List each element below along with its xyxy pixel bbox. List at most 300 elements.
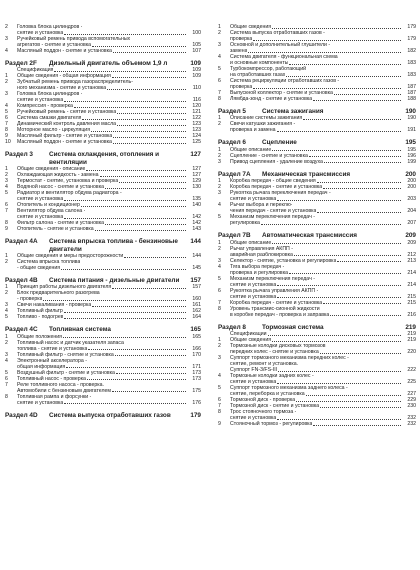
- section-heading: [218, 139, 416, 146]
- leader-dots: [277, 131, 401, 132]
- entry-number: 4: [5, 357, 8, 364]
- entry-text: Суппорт тормозного механизма передних колес -: [230, 355, 349, 362]
- leader-dots: [277, 383, 401, 384]
- entry-number: 2: [5, 24, 8, 30]
- section-title: Система питания - дизельные двигатели: [49, 277, 180, 285]
- entry-page: 175: [192, 387, 201, 394]
- entry-page: 142: [192, 214, 201, 221]
- section-number: Раздел 4A: [5, 238, 38, 246]
- entry-page: 215: [407, 293, 416, 300]
- entry-page: 230: [407, 403, 416, 410]
- entry-text: - проверка: [17, 296, 43, 303]
- entry-number: 7: [218, 403, 221, 410]
- section-heading: [218, 171, 416, 178]
- section-heading: [5, 60, 201, 67]
- entry-number: 10: [5, 139, 11, 146]
- section-page: 127: [190, 151, 201, 159]
- entry-number: 1: [5, 333, 8, 340]
- entry-page: 220: [407, 349, 416, 356]
- entry-number: 9: [5, 226, 8, 233]
- toc-entry: [218, 127, 416, 133]
- entry-text: Головка блока цилиндров -: [17, 91, 83, 98]
- entry-page: 105: [192, 42, 201, 48]
- entry-page: 214: [407, 281, 416, 288]
- entry-text: Свечи накаливания - проверка: [17, 302, 92, 309]
- leader-dots: [289, 273, 401, 274]
- leader-dots: [64, 312, 186, 313]
- entry-number: 2: [218, 245, 221, 252]
- entry-page: 170: [192, 351, 201, 358]
- entry-text: Топливный насос - проверка: [17, 375, 86, 382]
- entry-text: Общие сведения: [230, 337, 272, 344]
- entry-text: на отработавших газах: [230, 72, 286, 78]
- entry-page: 227: [407, 391, 416, 398]
- entry-text: Радиатор и вентилятор обдува радиатора -: [17, 190, 122, 197]
- toc-left-column: [5, 24, 201, 419]
- leader-dots: [286, 76, 401, 77]
- leader-dots: [330, 315, 401, 316]
- entry-text: Рычаг выбора и переклю-: [230, 202, 293, 209]
- entry-page: 222: [407, 367, 416, 374]
- entry-text: Лямбда-зонд - снятие и установка: [230, 96, 313, 102]
- entry-text: Топливный фильтр - снятие и установка: [17, 351, 114, 358]
- entry-page: 225: [407, 379, 416, 386]
- entry-text: проверка: [230, 36, 253, 42]
- entry-text: регулировка: [230, 220, 260, 227]
- leader-dots: [64, 318, 186, 319]
- entry-page: 219: [407, 337, 416, 344]
- leader-dots: [261, 224, 401, 225]
- entry-text: Сцепление - снятие и установка: [230, 152, 308, 159]
- entry-page: 165: [192, 333, 201, 340]
- entry-page: 188: [407, 96, 416, 102]
- entry-text: проверка и регулировка: [230, 269, 288, 276]
- leader-dots: [113, 143, 186, 144]
- leader-dots: [64, 34, 186, 35]
- leader-dots: [95, 230, 186, 231]
- leader-dots: [117, 113, 186, 114]
- section-title: Система зажигания: [262, 108, 324, 115]
- entry-text: проверка: [230, 84, 253, 90]
- entry-text: Турбокомпрессор, работающий: [230, 66, 307, 72]
- entry-number: 2: [218, 121, 221, 128]
- entry-number: 8: [5, 220, 8, 227]
- entry-number: 8: [5, 393, 8, 400]
- leader-dots: [320, 407, 401, 408]
- entry-page: 164: [192, 314, 201, 321]
- entry-text: Спецификация: [17, 67, 54, 74]
- toc-entry: [5, 48, 201, 54]
- entry-number: 4: [5, 103, 8, 110]
- entry-page: 107: [192, 48, 201, 54]
- entry-number: 2: [5, 172, 8, 179]
- entry-page: 125: [192, 139, 201, 146]
- toc-entry: [218, 312, 416, 318]
- entry-text: топлива - снятие и установка: [17, 345, 88, 352]
- leader-dots: [63, 337, 186, 338]
- entry-text: проверка и замена: [230, 127, 276, 134]
- entry-number: 5: [218, 66, 221, 72]
- entry-page: 123: [192, 121, 201, 128]
- leader-dots: [272, 28, 401, 29]
- section-number: Раздел 6: [218, 139, 246, 147]
- entry-text: Принцип работы дизельного двигателя: [17, 284, 112, 291]
- entry-page: 203: [407, 196, 416, 203]
- entry-text: снятие и установка: [230, 196, 277, 203]
- entry-text: снятие и установка: [17, 97, 64, 104]
- entry-page: 187: [407, 90, 416, 96]
- section-page: 165: [190, 326, 201, 334]
- section-title: Механическая трансмиссия: [262, 170, 351, 178]
- entry-number: 8: [218, 409, 221, 416]
- entry-number: 3: [5, 36, 8, 42]
- entry-page: 179: [407, 36, 416, 42]
- leader-dots: [296, 401, 401, 402]
- entry-text: Охлаждающая жидкость - замена: [17, 172, 99, 179]
- entry-number: 5: [5, 109, 8, 116]
- entry-text: Отопитель - снятие и установка: [17, 226, 94, 233]
- entry-page: 232: [407, 421, 416, 428]
- leader-dots: [64, 200, 186, 201]
- leader-dots: [324, 162, 401, 163]
- entry-number: 4: [5, 184, 8, 191]
- leader-dots: [92, 46, 186, 47]
- entry-number: 2: [218, 152, 221, 159]
- leader-dots: [113, 137, 186, 138]
- entry-text: Вентилятор обдува салона -: [17, 208, 86, 215]
- leader-dots: [289, 64, 401, 65]
- entry-text: - общие сведения: [17, 265, 61, 272]
- entry-text: Головка блока цилиндров -: [17, 24, 83, 30]
- entry-page: 229: [407, 397, 416, 404]
- entry-number: 8: [5, 127, 8, 134]
- entry-number: 4: [218, 263, 221, 270]
- entry-text: снятие и установка: [230, 379, 277, 386]
- entry-text: Привод сцепления - удаление воздуха: [230, 158, 323, 165]
- section-page: 144: [190, 238, 201, 246]
- section-heading: [218, 232, 416, 239]
- entry-text: Тормозные колодки задних колес -: [230, 373, 314, 380]
- entry-text: Система смазки двигателя: [17, 115, 82, 122]
- entry-page: 122: [192, 115, 201, 122]
- section-title: Тормозная система: [262, 323, 324, 331]
- entry-number: 4: [5, 48, 8, 54]
- entry-number: 5: [5, 369, 8, 376]
- entry-page: 142: [192, 220, 201, 227]
- entry-text: Водяной насос - снятие и установка: [17, 184, 104, 191]
- section-page: 157: [190, 277, 201, 285]
- entry-page: 182: [407, 48, 416, 54]
- leader-dots: [337, 261, 401, 262]
- leader-dots: [112, 288, 186, 289]
- section-number: Раздел 4B: [5, 277, 38, 285]
- leader-dots: [323, 303, 401, 304]
- leader-dots: [313, 425, 401, 426]
- entry-page: 232: [407, 415, 416, 422]
- entry-text: Динамический контроль давления масла: [17, 121, 117, 128]
- section-number: Раздел 5: [218, 108, 246, 115]
- section-page: 195: [405, 139, 416, 147]
- entry-number: 3: [5, 178, 8, 185]
- entry-text: Электронный акселератора -: [17, 357, 87, 364]
- entry-page: 144: [192, 253, 201, 260]
- entry-page: 129: [192, 178, 201, 185]
- entry-text: Свечи катушки зажигания -: [230, 121, 296, 128]
- entry-text: Компрессия - проверка: [17, 103, 73, 110]
- entry-number: 1: [218, 115, 221, 122]
- section-heading: [218, 108, 416, 115]
- entry-page: 116: [192, 97, 201, 104]
- entry-text: снятие, ремонт и установка.: [230, 361, 299, 368]
- toc-entry: [5, 400, 201, 406]
- entry-text: снятие, переборка и установка: [230, 391, 305, 398]
- entry-page: 130: [192, 184, 201, 191]
- leader-dots: [112, 391, 186, 392]
- leader-dots: [277, 419, 401, 420]
- leader-dots: [113, 52, 186, 53]
- entry-page: 209: [407, 239, 416, 246]
- entry-text: Общие сведения и меры предосторожности: [17, 253, 124, 260]
- entry-number: 1: [5, 253, 8, 260]
- entry-text: Коробка передач - снятие и установка: [230, 299, 323, 306]
- entry-text: Реле топливного насоса - проверка.: [17, 381, 104, 388]
- entry-text: Отопитель и кондиционер: [17, 202, 80, 209]
- entry-number: 5: [218, 385, 221, 392]
- entry-text: Система впрыска топлива: [17, 259, 81, 266]
- entry-page: 127: [192, 172, 201, 179]
- leader-dots: [268, 335, 401, 336]
- entry-text: Воздушный фильтр - снятие и установка: [17, 369, 115, 376]
- entry-number: 3: [5, 351, 8, 358]
- entry-page: 207: [407, 220, 416, 227]
- entry-page: 200: [407, 184, 416, 191]
- entry-number: 4: [218, 373, 221, 380]
- entry-text: Тяга выбора передач -: [230, 263, 285, 270]
- entry-text: Система рециркуляции отработавших газов -: [230, 78, 340, 84]
- leader-dots: [278, 371, 401, 372]
- toc-entry: [5, 314, 201, 320]
- entry-page: 219: [407, 331, 416, 338]
- entry-page: 213: [407, 257, 416, 264]
- entry-text: Рукоятка рычага управления АКПП -: [230, 287, 319, 294]
- entry-number: 6: [5, 375, 8, 382]
- entry-page: 183: [407, 72, 416, 78]
- entry-page: 166: [192, 345, 201, 352]
- entry-number: 7: [5, 381, 8, 388]
- leader-dots: [323, 188, 401, 189]
- leader-dots: [64, 403, 186, 404]
- entry-text: Описание системы зажигания: [230, 115, 303, 122]
- entry-text: чения передач - снятие и установка: [230, 208, 317, 215]
- entry-text: Моторное масло - циркуляция: [17, 127, 91, 134]
- entry-text: Масляный фильтр - снятие и установка: [17, 133, 113, 140]
- leader-dots: [253, 40, 401, 41]
- entry-page: 183: [407, 60, 416, 66]
- entry-number: 2: [5, 259, 8, 266]
- section-page: 200: [405, 170, 416, 178]
- entry-number: 1: [218, 178, 221, 185]
- toc-entry: [5, 139, 201, 145]
- entry-number: 2: [218, 30, 221, 36]
- entry-text: Основной и дополнительный глушители -: [230, 42, 331, 48]
- entry-number: 7: [5, 208, 8, 215]
- section-number: Раздел 4C: [5, 326, 38, 334]
- entry-text: Ручейковый ремень привода вспомогательных: [17, 36, 131, 42]
- entry-text: Суппорт тормозного механизма заднего колеса -: [230, 385, 348, 392]
- leader-dots: [248, 52, 401, 53]
- entry-text: Селектор - снятие, установка и регулировка: [230, 257, 337, 264]
- section-title: Система выпуска отработавших газов: [49, 411, 171, 419]
- leader-dots: [317, 212, 401, 213]
- entry-number: 3: [218, 355, 221, 362]
- leader-dots: [64, 101, 186, 102]
- entry-number: 1: [218, 24, 221, 30]
- section-heading: [5, 238, 201, 253]
- section-heading: [5, 277, 201, 284]
- entry-text: Спецификации: [230, 331, 267, 338]
- entry-text: Система двигателя - функциональная схема: [230, 54, 338, 60]
- entry-text: снятие и установка: [230, 293, 277, 300]
- entry-number: 5: [5, 314, 8, 321]
- entry-number: 7: [218, 90, 221, 96]
- entry-page: 145: [192, 265, 201, 272]
- section-page: 219: [405, 323, 416, 331]
- section-number: Раздел 3: [5, 151, 33, 159]
- leader-dots: [277, 285, 401, 286]
- entry-text: Блок предварительного разогрева: [17, 290, 100, 297]
- entry-text: аварийная разблокировка: [230, 251, 293, 258]
- entry-number: 6: [218, 78, 221, 84]
- entry-text: общая информация: [17, 363, 66, 370]
- entry-number: 7: [218, 299, 221, 306]
- leader-dots: [54, 71, 186, 72]
- entry-number: 6: [5, 202, 8, 209]
- leader-dots: [277, 297, 401, 298]
- entry-text: Общие положения: [17, 333, 62, 340]
- entry-number: 5: [218, 275, 221, 282]
- section-heading: [218, 324, 416, 331]
- entry-number: 5: [218, 214, 221, 221]
- entry-page: 120: [192, 103, 201, 110]
- entry-text: Зубчатый ремень привода газораспределитель-: [17, 79, 133, 86]
- entry-page: 204: [407, 208, 416, 215]
- entry-text: Тормозной диск - снятие и установка: [230, 403, 320, 410]
- leader-dots: [100, 176, 186, 177]
- leader-dots: [124, 257, 186, 258]
- entry-text: агрегатов - снятие и установка: [17, 42, 91, 48]
- toc-entry: [5, 226, 201, 232]
- entry-text: Фильтр салона - снятие и установка: [17, 220, 104, 227]
- leader-dots: [92, 306, 186, 307]
- entry-text: снятие и установка: [17, 399, 64, 406]
- section-page: 179: [190, 411, 201, 419]
- entry-text: Автомобили с бензиновым двигателем: [17, 387, 111, 394]
- entry-text: Суппорт FN-3/FS-III: [230, 367, 278, 374]
- section-page: 209: [405, 232, 416, 240]
- entry-text: Система выпуска отработавших газов -: [230, 30, 325, 36]
- entry-number: 9: [218, 421, 221, 428]
- entry-page: 173: [192, 369, 201, 376]
- leader-dots: [309, 156, 401, 157]
- entry-page: 214: [407, 269, 416, 276]
- leader-dots: [272, 243, 401, 244]
- leader-dots: [272, 341, 401, 342]
- entry-page: 190: [407, 115, 416, 122]
- entry-text: снятие и установка: [17, 214, 64, 221]
- entry-page: 195: [407, 146, 416, 153]
- leader-dots: [317, 182, 401, 183]
- entry-number: 3: [218, 190, 221, 197]
- entry-text: в коробке передач - проверка и заправка: [230, 311, 330, 318]
- leader-dots: [117, 125, 186, 126]
- entry-text: снятие и установка: [230, 415, 277, 422]
- entry-page: 161: [192, 302, 201, 309]
- entry-number: 3: [218, 42, 221, 48]
- entry-text: Общие сведения - общая информация: [17, 73, 111, 80]
- entry-text: снятие и установка: [230, 281, 277, 288]
- entry-page: 109: [192, 67, 201, 74]
- section-heading: [5, 326, 201, 333]
- leader-dots: [74, 107, 186, 108]
- entry-page: 127: [192, 166, 201, 173]
- entry-text: Тормозной диск - проверка: [230, 397, 296, 404]
- entry-page: 216: [407, 311, 416, 318]
- entry-number: 1: [218, 146, 221, 153]
- entry-page: 215: [407, 299, 416, 306]
- section-number: Раздел 8: [218, 323, 246, 331]
- entry-text: Общие сведения: [230, 24, 272, 30]
- leader-dots: [61, 269, 186, 270]
- section-number: Раздел 2F: [5, 60, 37, 67]
- entry-text: Топливо - подогрев: [17, 314, 64, 321]
- entry-text: Топливный насос и датчик указателя запаса: [17, 339, 124, 346]
- entry-text: Ручейковый ремень - снятие и установка: [17, 109, 117, 116]
- section-title: Система охлаждения, отопления и вентиляции: [49, 151, 160, 166]
- entry-number: 3: [5, 302, 8, 309]
- entry-number: 2: [5, 339, 8, 346]
- entry-number: 4: [218, 54, 221, 60]
- entry-text: снятие и установка: [17, 196, 64, 203]
- entry-text: Топливный фильтр: [17, 308, 63, 315]
- entry-number: 8: [218, 305, 221, 312]
- entry-number: 1: [218, 239, 221, 246]
- entry-number: 1: [5, 284, 8, 291]
- entry-page: 109: [192, 73, 201, 80]
- leader-dots: [306, 395, 401, 396]
- entry-page: 179: [407, 24, 416, 30]
- entry-text: Масляный поддон - снятие и установка: [17, 139, 112, 146]
- entry-number: 2: [218, 343, 221, 350]
- entry-number: 3: [218, 158, 221, 165]
- leader-dots: [112, 77, 186, 78]
- leader-dots: [277, 200, 401, 201]
- entry-number: 5: [5, 190, 8, 197]
- entry-page: 171: [192, 363, 201, 370]
- leader-dots: [66, 367, 186, 368]
- section-title: Дизельный двигатель объемом 1,9 л: [49, 60, 168, 67]
- entry-number: 6: [218, 287, 221, 294]
- entry-page: 140: [192, 202, 201, 209]
- entry-text: Стояночный тормоз - регулировка: [230, 421, 313, 428]
- leader-dots: [313, 100, 401, 101]
- leader-dots: [105, 224, 186, 225]
- entry-page: 110: [192, 85, 201, 92]
- entry-text: Общие описание: [230, 146, 272, 153]
- leader-dots: [81, 206, 186, 207]
- entry-page: 199: [407, 158, 416, 165]
- section-title: Система впрыска топлива - бензиновые двигатели: [49, 238, 178, 253]
- entry-text: и основные компоненты: [230, 60, 289, 66]
